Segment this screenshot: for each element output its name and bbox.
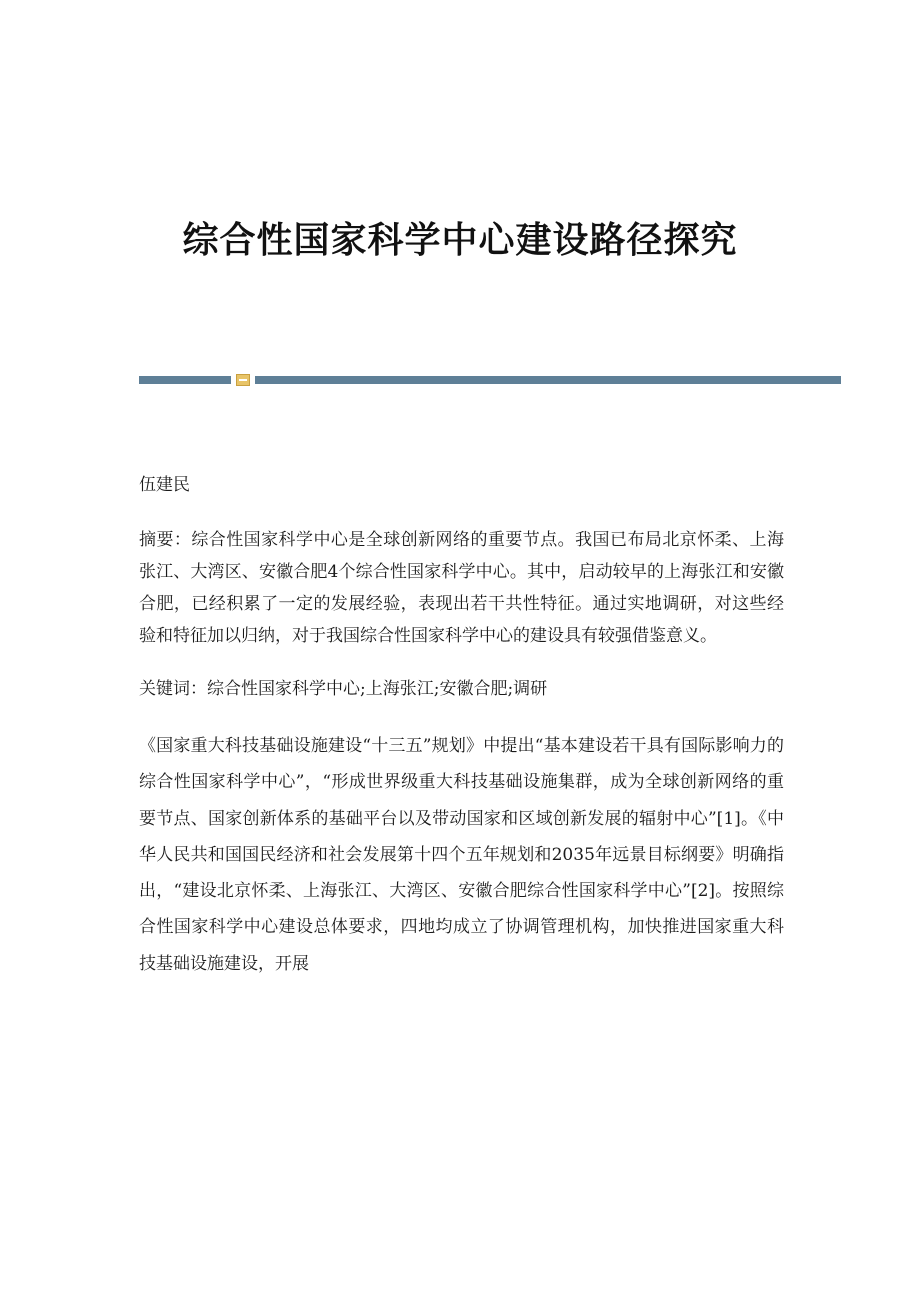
title-divider — [139, 374, 841, 386]
document-title: 综合性国家科学中心建设路径探究 — [182, 219, 738, 261]
body-paragraph: 《国家重大科技基础设施建设“十三五”规划》中提出“基本建设若干具有国际影响力的综合性国家科学中心”，“形成世界级重大科技基础设施集群，成为全球创新网络的重要节点、国家创新体系的基础平台以及带动国家和区域创新发展的辐射中心”[1]。《中华人民共和国国民经济和社会发展第十四个五年规划和2035年远景目标纲要》明确指出，“建设北京怀柔、上海张江、大湾区、安徽合肥综合性国家科学中心”[2]。按照综合性国家科学中心建设总体要求，四地均成立了协调管理机构，加快推进国家重大科技基础设施建设，开展 — [139, 736, 784, 974]
keywords: 关键词：综合性国家科学中心;上海张江;安徽合肥;调研 — [139, 679, 548, 699]
divider-ornament-icon — [236, 374, 250, 386]
document-content — [139, 470, 784, 982]
author: 伍建民 — [139, 475, 190, 495]
divider-bar-left — [139, 376, 231, 384]
abstract: 摘要：综合性国家科学中心是全球创新网络的重要节点。我国已布局北京怀柔、上海张江、大湾区、安徽合肥4个综合性国家科学中心。其中，启动较早的上海张江和安徽合肥，已经积累了一定的发展经验，表现出若干共性特征。通过实地调研，对这些经验和特征加以归纳，对于我国综合性国家科学中心的建设具有较强借鉴意义。 — [139, 530, 784, 646]
divider-bar-right — [255, 376, 841, 384]
